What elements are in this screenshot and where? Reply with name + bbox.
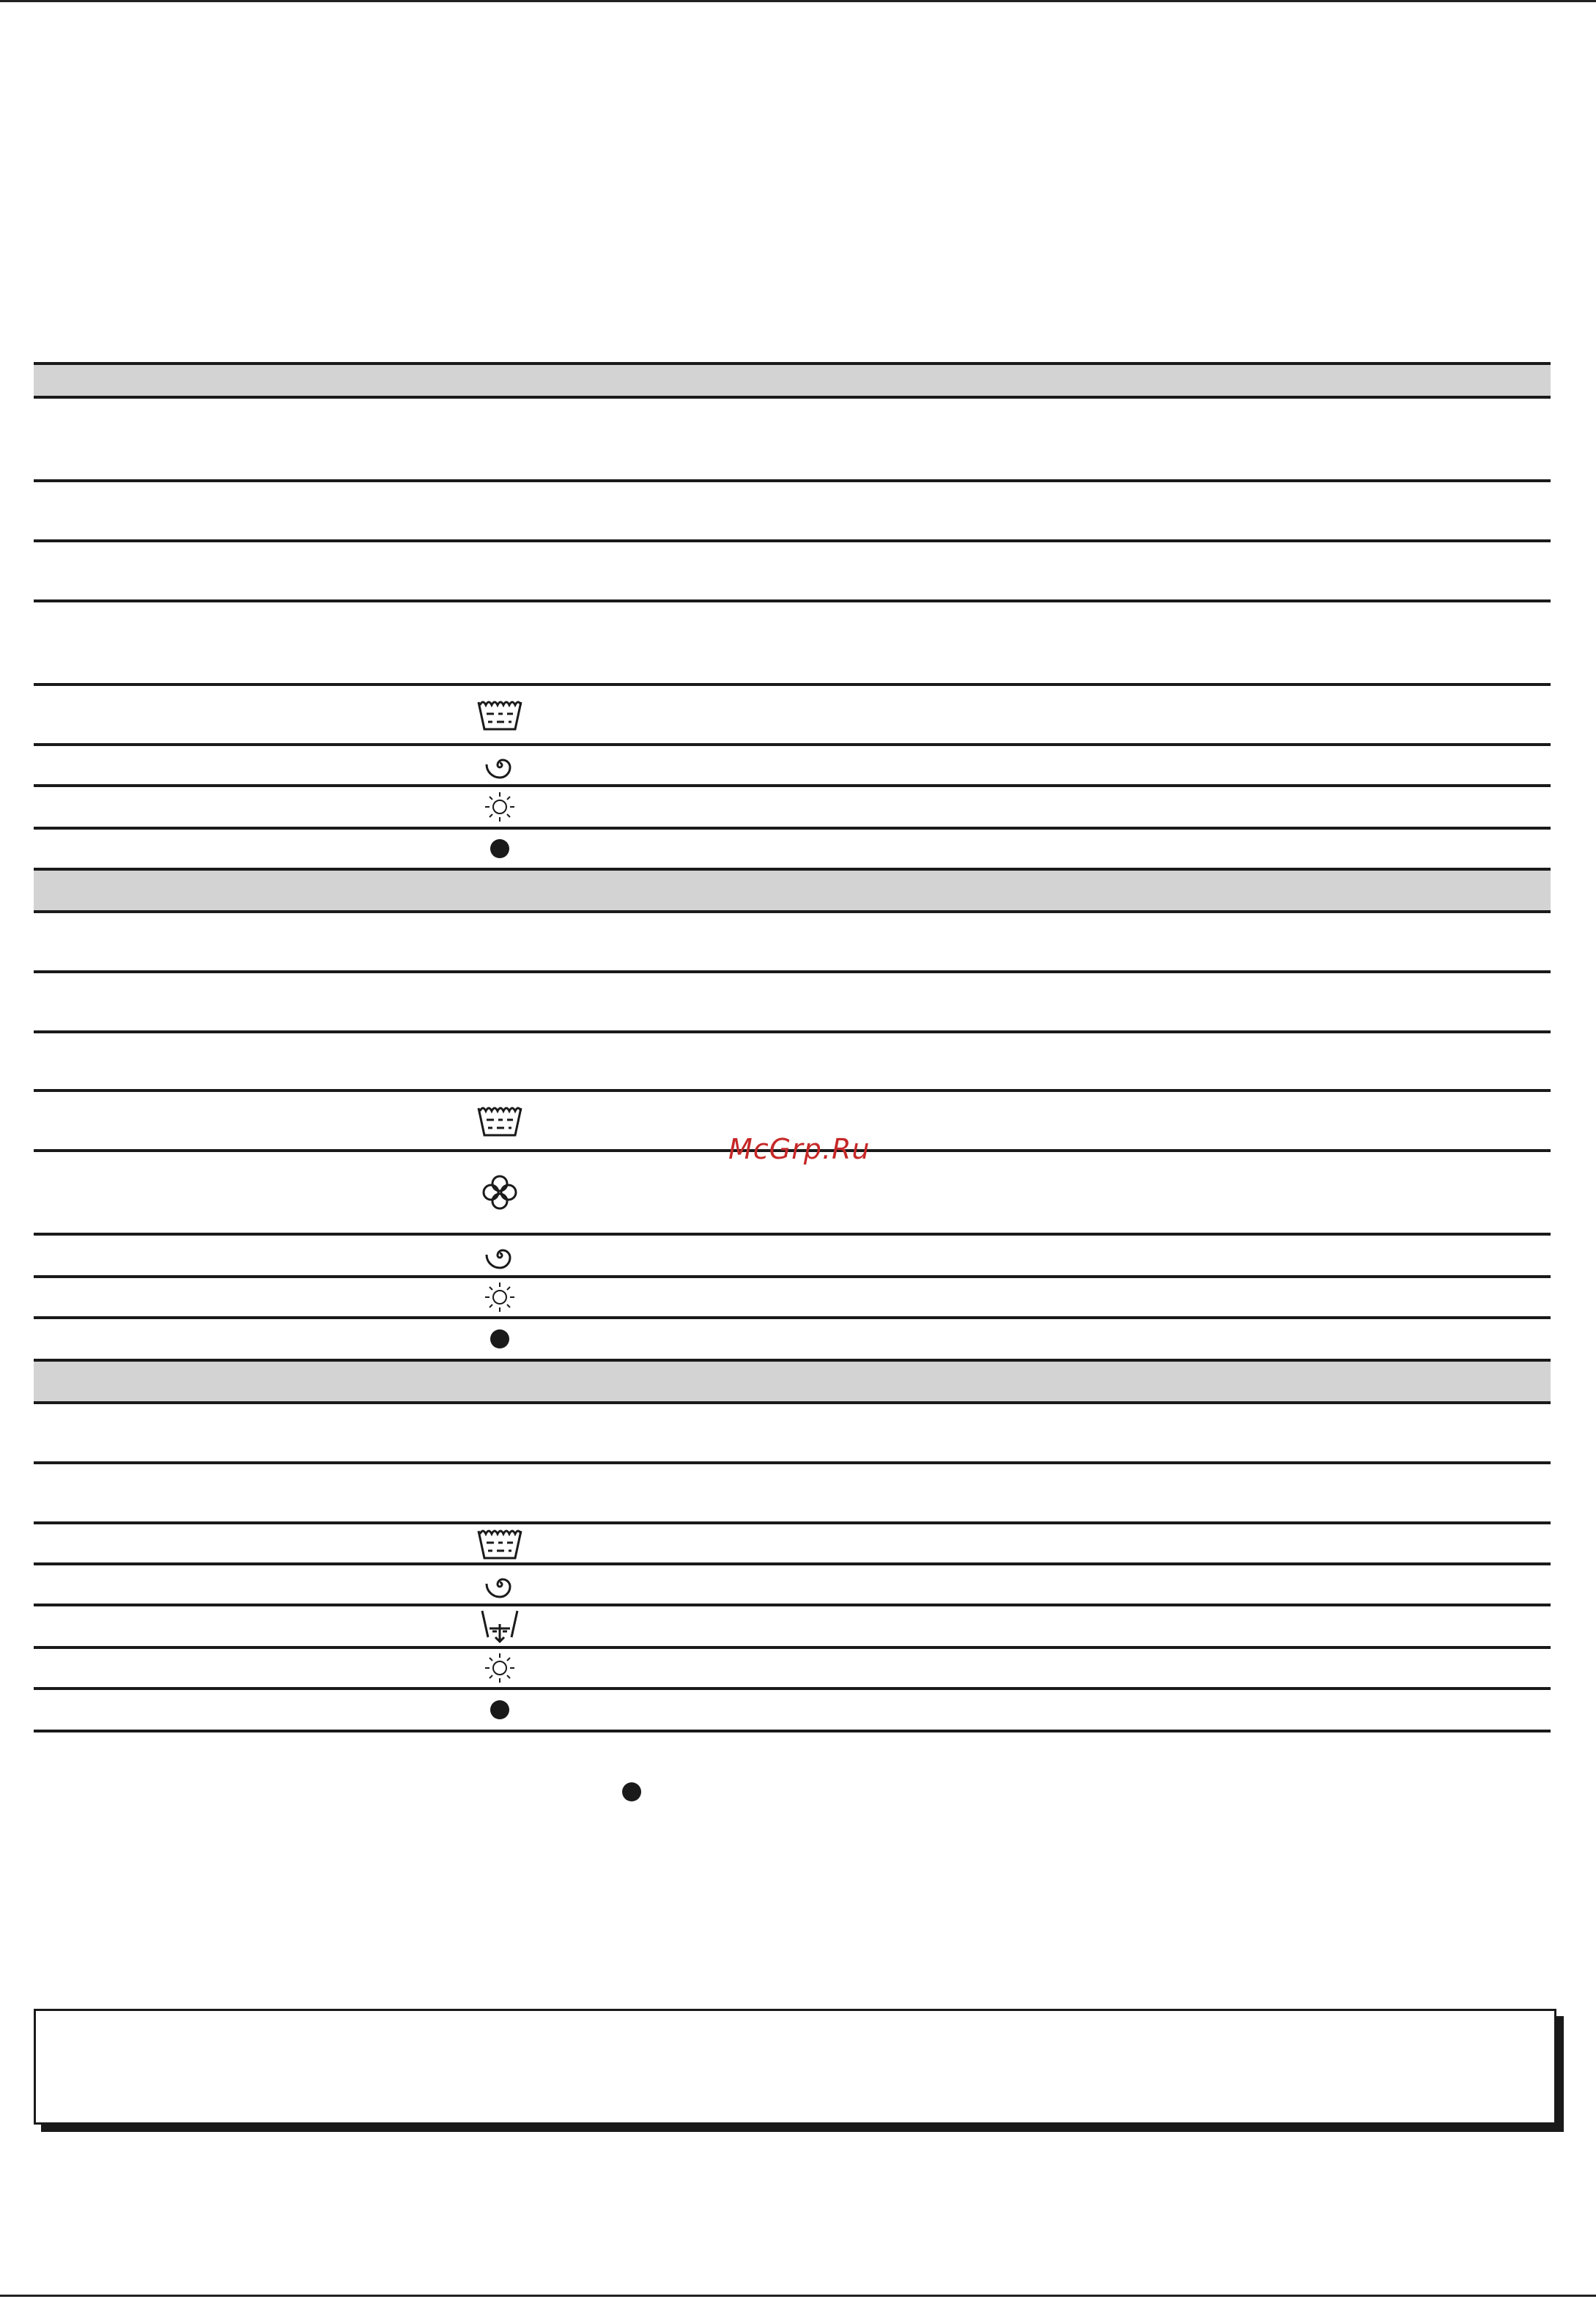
sun-icon (466, 785, 533, 829)
spin-spiral-icon (466, 1562, 533, 1606)
end-dot-icon (466, 827, 533, 871)
table-row (34, 1033, 1551, 1092)
page-top-edge (0, 0, 1596, 2)
table-row (34, 1236, 1551, 1278)
end-dot-icon (466, 1317, 533, 1361)
table-row (34, 1565, 1551, 1606)
wash-tub-icon (466, 693, 533, 737)
table-row (34, 1319, 1551, 1362)
table-row (34, 1649, 1551, 1690)
table-row (34, 1404, 1551, 1464)
table-section-header (34, 362, 1551, 399)
table-row (34, 1278, 1551, 1319)
table-row (34, 482, 1551, 542)
page-bottom-edge (0, 2295, 1596, 2297)
table-row (34, 913, 1551, 973)
table-row (34, 1524, 1551, 1565)
table-row (34, 746, 1551, 787)
table-row (34, 830, 1551, 871)
spin-spiral-icon (466, 1233, 533, 1277)
wash-tub-icon (466, 1521, 533, 1565)
sun-icon (466, 1646, 533, 1690)
table-row (34, 602, 1551, 686)
table-row (34, 686, 1551, 746)
table-row (34, 1606, 1551, 1649)
table-row (34, 787, 1551, 830)
table-section-header (34, 1362, 1551, 1404)
table-row (34, 542, 1551, 602)
watermark: McGrp.Ru (728, 1133, 871, 1165)
table-row (34, 973, 1551, 1033)
sun-icon (466, 1275, 533, 1319)
table-row (34, 1464, 1551, 1524)
drain-icon (466, 1604, 533, 1648)
note-box (34, 2009, 1556, 2125)
end-dot-icon (622, 1782, 641, 1801)
end-dot-icon (466, 1688, 533, 1732)
table-row (34, 1690, 1551, 1732)
program-table (34, 362, 1551, 1732)
spin-spiral-icon (466, 743, 533, 787)
flower-softener-icon (466, 1170, 533, 1214)
table-section-header (34, 871, 1551, 913)
table-row (34, 399, 1551, 482)
wash-tub-icon (466, 1099, 533, 1143)
